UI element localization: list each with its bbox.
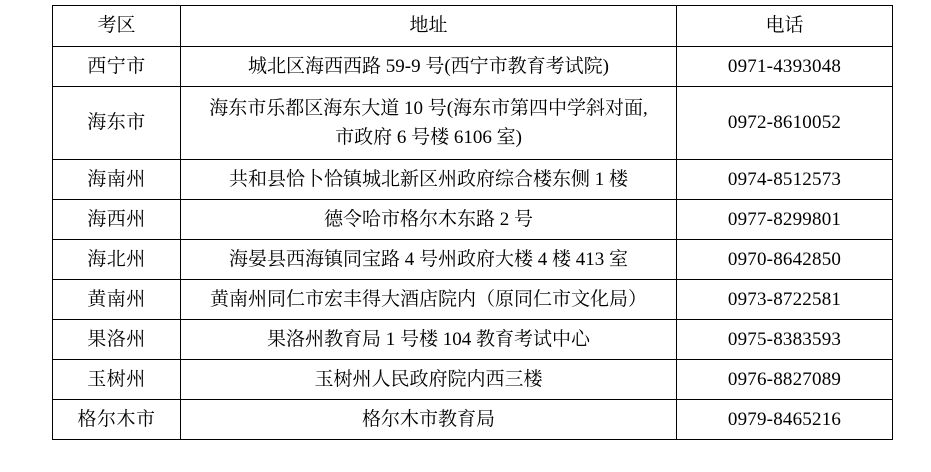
cell-address [181,200,677,240]
column-header-address: 地址 [181,6,677,47]
table-row [53,200,893,240]
table-row [53,240,893,280]
cell-phone: 0973-8722581 [677,280,893,320]
column-header-area: 考区 [53,6,181,47]
cell-area: 海北州 [53,240,181,280]
cell-area: 格尔木市 [53,400,181,440]
address-line: 城北区海西西路 59-9 号(西宁市教育考试院) [248,55,609,77]
cell-phone: 0971-4393048 [677,47,893,87]
table-row [53,280,893,320]
cell-phone: 0977-8299801 [677,200,893,240]
cell-address [181,320,677,360]
cell-address [181,280,677,320]
table-row [53,87,893,160]
address-line: 黄南州同仁市宏丰得大酒店院内（原同仁市文化局） [209,288,647,310]
cell-address [181,47,677,87]
table-row [53,47,893,87]
cell-area: 西宁市 [53,47,181,87]
cell-area: 海东市 [53,87,181,160]
cell-area: 海西州 [53,200,181,240]
address-line: 市政府 6 号楼 6106 室) [335,127,522,148]
address-line: 格尔木市教育局 [361,408,495,430]
table-row [53,360,893,400]
cell-phone: 0975-8383593 [677,320,893,360]
table-row [53,160,893,200]
cell-address [181,160,677,200]
cell-phone: 0976-8827089 [677,360,893,400]
cell-address [181,360,677,400]
address-line: 果洛州教育局 1 号楼 104 教育考试中心 [266,328,590,350]
column-header-phone: 电话 [677,6,893,47]
cell-phone: 0979-8465216 [677,400,893,440]
cell-area: 黄南州 [53,280,181,320]
cell-phone: 0972-8610052 [677,87,893,160]
document-page [0,5,931,472]
cell-phone: 0974-8512573 [677,160,893,200]
table-header-row [53,6,893,47]
address-line: 德令哈市格尔木东路 2 号 [323,208,533,230]
cell-area: 果洛州 [53,320,181,360]
table-row [53,400,893,440]
address-line: 玉树州人民政府院内西三楼 [314,368,543,390]
table-body [53,47,893,440]
address-line: 共和县恰卜恰镇城北新区州政府综合楼东侧 1 楼 [228,168,628,190]
cell-area: 海南州 [53,160,181,200]
cell-address [181,87,677,160]
table-header [53,6,893,47]
table-row [53,320,893,360]
cell-address [181,400,677,440]
exam-area-contact-table [52,5,893,440]
cell-phone: 0970-8642850 [677,240,893,280]
cell-area: 玉树州 [53,360,181,400]
cell-address [181,240,677,280]
address-line: 海晏县西海镇同宝路 4 号州政府大楼 4 楼 413 室 [228,248,628,270]
address-line: 海东市乐都区海东大道 10 号(海东市第四中学斜对面, [209,97,648,119]
